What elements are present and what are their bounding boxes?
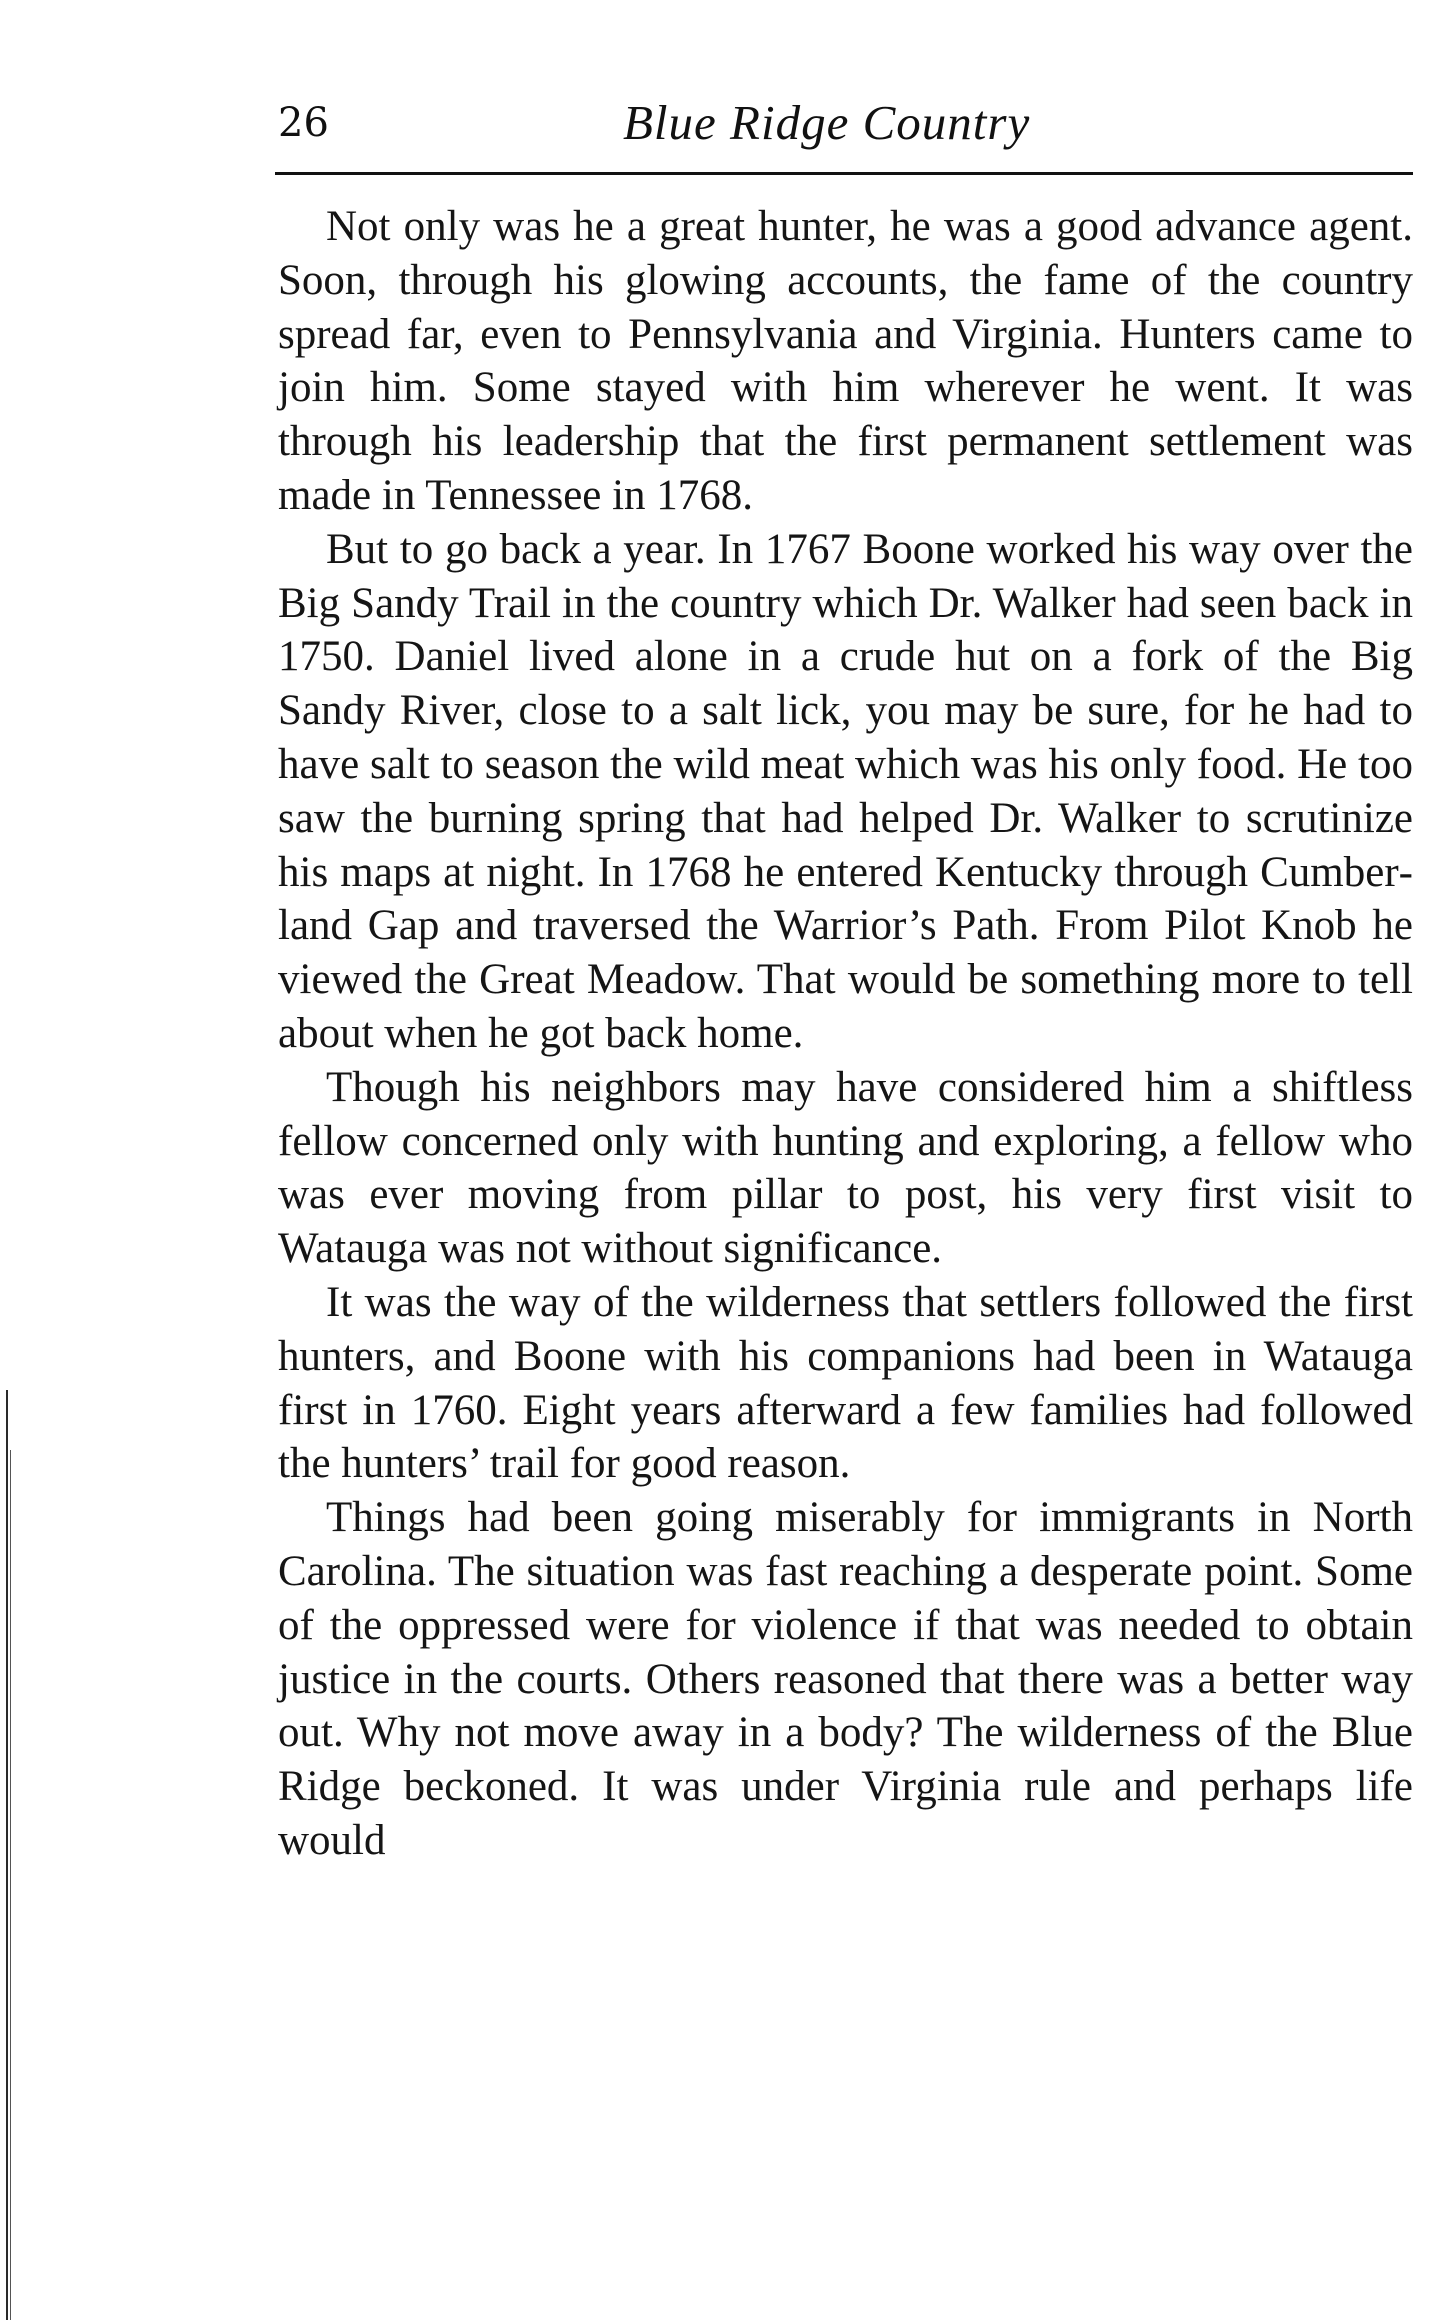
paragraph-3: Though his neighbors may have considered him a shiftless fellow concerned only with hunting and exploring, a fellow who was ever moving from pillar to post, his very first visit to Watauga was not without significance. <box>278 1063 1413 1273</box>
page-number: 26 <box>278 100 329 146</box>
binding-edge-line <box>6 1390 8 2320</box>
paragraph-1: Not only was he a great hunter, he was a good advance agent. Soon, through his glowing accounts, the fame of the country spread far, even to Pennsylvania and Virginia. Hunters came to join him. Some stayed with him wherever he went. It was through his leadership that the first permanent settlement was made in Tennessee in 1768. <box>278 203 1413 519</box>
binding-edge-line-secondary <box>10 1450 11 2320</box>
header-rule <box>275 172 1413 175</box>
page-header <box>278 88 1413 158</box>
body-text <box>278 200 1413 1868</box>
paragraph-5: Things had been going miserably for immigrants in North Carolina. The situation was fast reaching a desperate point. Some of the oppressed were for violence if that was needed to obtain justice in the courts. Others reasoned that there was a better way out. Why not move away in a body? The wilderness of the Blue Ridge beckoned. It was under Virginia rule and perhaps life would <box>278 1494 1413 1864</box>
paragraph-2: But to go back a year. In 1767 Boone worked his way over the Big Sandy Trail in the country which Dr. Walker had seen back in 1750. Daniel lived alone in a crude hut on a fork of the Big Sandy River, close to a salt lick, you may be sure, for he had to have salt to season the wild meat which was his only food. He too saw the burning spring that had helped Dr. Walker to scrutinize his maps at night. In 1768 he entered Kentucky through Cumberland Gap and traversed the Warrior’s Path. From Pilot Knob he viewed the Great Meadow. That would be something more to tell about when he got back home. <box>278 525 1413 1057</box>
paragraph-4: It was the way of the wilderness that settlers followed the first hunters, and Boone with his companions had been in Watauga first in 1760. Eight years afterward a few families had followed the hunters’ trail for good reason. <box>278 1278 1413 1488</box>
running-title: Blue Ridge Country <box>623 95 1031 150</box>
